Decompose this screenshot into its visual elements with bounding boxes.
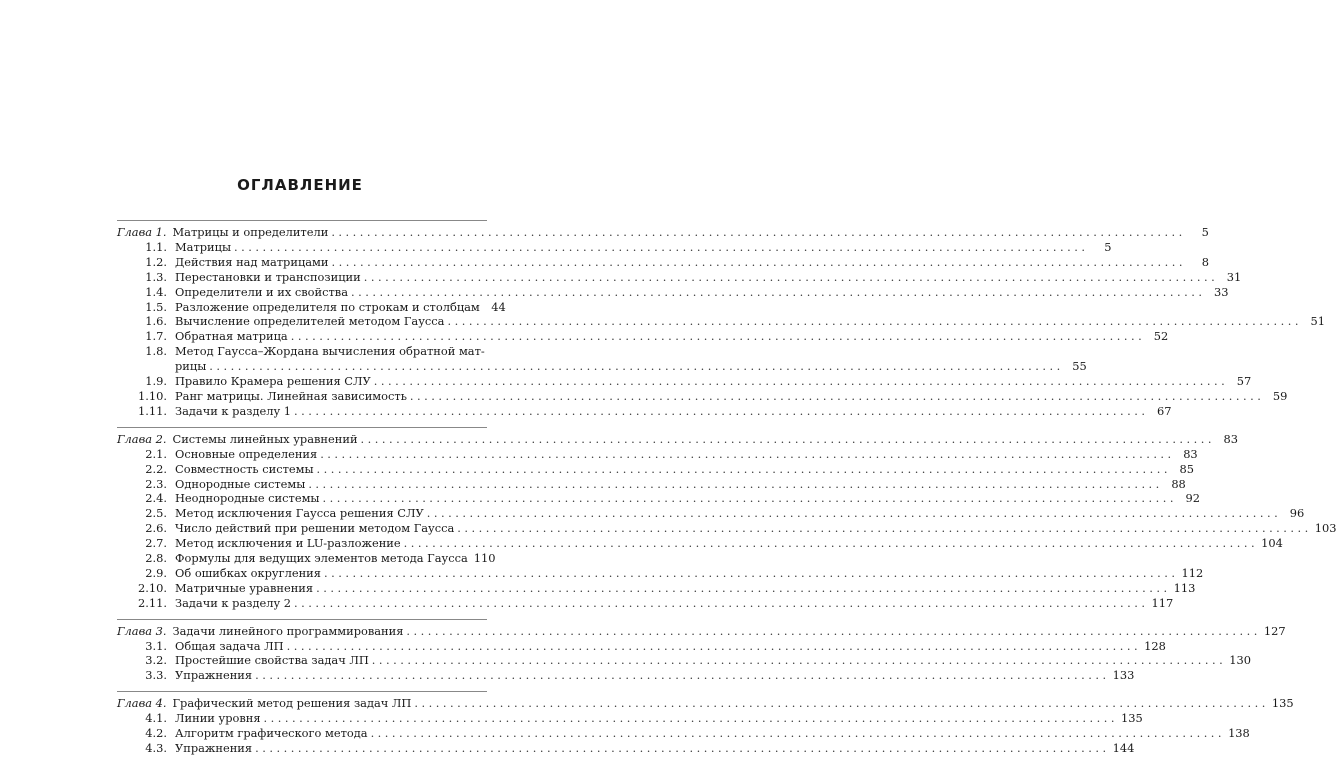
chapter-heading: [117, 624, 403, 639]
section-heading: [129, 726, 368, 741]
section-page-number: 83: [1183, 446, 1198, 461]
section-page-number: 133: [1112, 668, 1135, 683]
section-number: 1.1.: [145, 239, 167, 254]
section-page-number: 55: [1072, 359, 1087, 374]
section-page-number: 31: [1226, 269, 1242, 284]
section-number: 1.5.: [145, 299, 167, 314]
section-page-number: 144: [1112, 741, 1135, 755]
section-entry[interactable]: [117, 580, 1196, 596]
section-number: 4.1.: [145, 711, 167, 726]
section-entry[interactable]: [117, 254, 1210, 270]
section-title: Вычисление определителей методом Гаусса: [175, 314, 445, 329]
section-page-number: 96: [1289, 506, 1305, 521]
section-number: 3.3.: [145, 668, 167, 683]
section-heading: [129, 447, 317, 462]
section-number: 1.2.: [145, 254, 167, 269]
section-entry[interactable]: [117, 239, 1112, 255]
section-entry[interactable]: [117, 551, 496, 566]
section-entry[interactable]: [117, 536, 1283, 551]
dot-leader: ........................................................................................................................: [409, 388, 1265, 403]
section-entry[interactable]: [117, 269, 1242, 285]
section-number: 3.2.: [145, 653, 167, 668]
section-page-number: 33: [1214, 284, 1229, 299]
dot-leader: ........................................................................................................................: [447, 314, 1302, 329]
section-number: 1.3.: [145, 269, 167, 284]
section-number: 2.8.: [145, 551, 167, 566]
section-title: Определители и их свойства: [175, 284, 349, 299]
dot-leader: ........................................................................................................................: [263, 711, 1119, 726]
section-number: 2.1.: [145, 446, 167, 461]
section-heading: [129, 639, 284, 654]
dot-leader: ........................................................................................................................: [294, 595, 1149, 610]
chapter-block: [117, 427, 1337, 611]
chapter-number: Глава 2.: [117, 431, 167, 446]
dot-leader: ........................................................................................................................: [308, 476, 1163, 491]
section-heading: [129, 596, 291, 611]
section-page-number: 130: [1229, 653, 1252, 668]
section-entry[interactable]: [117, 476, 1186, 492]
section-title: Формулы для ведущих элементов метода Гаусса: [175, 551, 468, 566]
section-number: 2.4.: [145, 491, 167, 506]
section-page-number: 85: [1179, 461, 1195, 476]
section-title: Общая задача ЛП: [175, 638, 284, 653]
chapter-heading: [117, 696, 411, 711]
section-title: Задачи к разделу 1: [175, 403, 292, 418]
section-entry[interactable]: [117, 329, 1169, 344]
section-entry[interactable]: [117, 741, 1135, 756]
dot-leader: ........................................................................................................................: [403, 536, 1259, 551]
dot-leader: ........................................................................................................................: [234, 239, 1089, 254]
dot-leader: ........................................................................................................................: [316, 461, 1172, 476]
section-entry[interactable]: [117, 565, 1204, 581]
dot-leader: ........................................................................................................................: [331, 254, 1187, 269]
dot-leader: ........................................................................................................................: [363, 269, 1219, 284]
section-entry[interactable]: [117, 403, 1172, 419]
section-heading: [129, 300, 480, 315]
section-title: Простейшие свойства задач ЛП: [175, 653, 369, 668]
section-entry[interactable]: [117, 491, 1200, 506]
section-page-number: 117: [1151, 595, 1174, 610]
section-title: Разложение определителя по строкам и столбцам: [175, 299, 480, 314]
section-page-number: 44: [491, 299, 506, 314]
section-entry[interactable]: [117, 521, 1337, 536]
section-heading: [129, 506, 424, 521]
chapter-page-number: 127: [1263, 623, 1286, 638]
section-page-number: 51: [1310, 314, 1325, 329]
dot-leader: ........................................................................................................................: [406, 623, 1261, 638]
section-title: Перестановки и транспозиции: [175, 269, 361, 284]
section-page-number: 104: [1261, 536, 1283, 551]
section-heading: [129, 314, 444, 329]
section-heading: [129, 741, 252, 756]
section-title: Основные определения: [175, 446, 318, 461]
chapter-number: Глава 1.: [117, 225, 167, 239]
dot-leader: ........................................................................................................................: [255, 741, 1110, 755]
section-title: Матричные уравнения: [175, 580, 314, 595]
section-page-number: 52: [1153, 329, 1169, 344]
chapter-page-number: 5: [1201, 225, 1209, 239]
section-entry[interactable]: [117, 299, 506, 315]
section-heading: [129, 270, 361, 285]
section-number: 2.6.: [145, 521, 167, 536]
section-heading: [129, 653, 369, 668]
section-heading: [129, 491, 320, 506]
section-entry[interactable]: [117, 595, 1174, 611]
section-title: Совместность системы: [175, 461, 314, 476]
section-title-continuation: рицы: [175, 359, 207, 374]
section-title: Однородные системы: [175, 476, 306, 491]
dot-leader: ........................................................................................................................: [426, 506, 1282, 521]
section-title: Метод исключения Гаусса решения СЛУ: [175, 506, 424, 521]
section-number: 1.7.: [145, 329, 167, 344]
section-number: 1.11.: [138, 403, 167, 418]
section-page-number: 92: [1185, 491, 1200, 506]
section-page-number: 88: [1171, 476, 1186, 491]
chapter-block: [117, 619, 1286, 684]
dot-leader: ........................................................................................................................: [370, 726, 1226, 741]
section-heading: [129, 711, 261, 726]
section-title: Неоднородные системы: [175, 491, 320, 506]
chapter-title: Задачи линейного программирования: [172, 623, 404, 638]
chapter-entry[interactable]: [117, 431, 1239, 447]
section-number: 2.3.: [145, 476, 167, 491]
section-page-number: 138: [1228, 726, 1250, 741]
section-heading: [129, 240, 231, 255]
chapter-number: Глава 3.: [117, 623, 167, 638]
section-entry[interactable]: [117, 668, 1135, 683]
page-title: ОГЛАВЛЕНИЕ: [237, 176, 363, 194]
section-entry[interactable]: [117, 446, 1198, 462]
section-heading: [129, 566, 321, 581]
section-page-number: 110: [473, 551, 496, 566]
section-number: 4.3.: [145, 741, 167, 755]
dot-leader: ........................................................................................................................: [373, 374, 1229, 389]
section-entry[interactable]: [117, 344, 487, 359]
chapter-title: Системы линейных уравнений: [172, 431, 358, 446]
section-title: Задачи к разделу 2: [175, 595, 292, 610]
chapter-heading: [117, 225, 328, 240]
chapter-entry[interactable]: [117, 696, 1294, 711]
section-title: Линии уровня: [175, 711, 261, 726]
section-number: 1.9.: [145, 374, 167, 389]
section-number: 2.2.: [145, 461, 167, 476]
chapter-divider: [117, 427, 487, 428]
section-entry-continuation[interactable]: [117, 359, 1087, 374]
section-title: Метод Гаусса–Жордана вычисления обратной мат-: [175, 344, 485, 359]
section-entry[interactable]: [117, 284, 1229, 300]
dot-leader: ........................................................................................................................: [371, 653, 1227, 668]
section-heading: [129, 404, 291, 419]
section-title: Матрицы: [175, 239, 232, 254]
dot-leader: ........................................................................................................................: [322, 491, 1177, 506]
section-page-number: 112: [1181, 565, 1204, 580]
chapter-number: Глава 4.: [117, 696, 167, 711]
section-heading: [129, 344, 485, 359]
section-heading: [129, 329, 288, 344]
chapter-title: Графический метод решения задач ЛП: [172, 696, 412, 711]
section-heading: [129, 285, 348, 300]
section-title: Ранг матрицы. Линейная зависимость: [175, 388, 407, 403]
dot-leader: ........................................................................................................................: [294, 403, 1149, 418]
section-number: 2.10.: [138, 580, 167, 595]
section-title: Упражнения: [175, 668, 253, 683]
section-heading: [129, 255, 329, 270]
dot-leader: ........................................................................................................................: [414, 696, 1269, 711]
section-title: Обратная матрица: [175, 329, 288, 344]
section-entry[interactable]: [117, 374, 1252, 389]
section-entry[interactable]: [117, 653, 1252, 668]
section-number: 4.2.: [145, 726, 167, 741]
section-number: 1.4.: [145, 284, 167, 299]
chapter-heading: [117, 432, 358, 447]
section-heading: [129, 389, 407, 404]
dot-leader: ........................................................................................................................: [323, 565, 1179, 580]
chapter-page-number: 83: [1223, 431, 1239, 446]
section-entry[interactable]: [117, 506, 1305, 521]
section-number: 1.6.: [145, 314, 167, 329]
section-title: Действия над матрицами: [175, 254, 329, 269]
section-page-number: 57: [1236, 374, 1252, 389]
section-heading: [129, 536, 401, 551]
section-page-number: 59: [1272, 388, 1288, 403]
chapter-divider: [117, 220, 487, 221]
section-heading: [129, 462, 314, 477]
section-heading: [129, 521, 454, 536]
dot-leader: ........................................................................................................................: [331, 225, 1186, 239]
section-entry[interactable]: [117, 461, 1195, 477]
chapter-page-number: 135: [1271, 696, 1294, 711]
section-number: 2.5.: [145, 506, 167, 521]
section-entry[interactable]: [117, 711, 1143, 726]
section-number: 1.8.: [145, 344, 167, 359]
chapter-divider: [117, 691, 487, 692]
section-title: Упражнения: [175, 741, 253, 755]
chapter-title: Матрицы и определители: [172, 225, 329, 239]
section-number: 2.9.: [145, 565, 167, 580]
section-page-number: 8: [1201, 254, 1210, 269]
section-title: Алгоритм графического метода: [175, 726, 368, 741]
section-page-number: 128: [1144, 638, 1166, 653]
table-of-contents: [117, 220, 1337, 764]
section-number: 2.7.: [145, 536, 167, 551]
section-entry[interactable]: [117, 314, 1325, 329]
section-page-number: 67: [1157, 403, 1172, 418]
section-page-number: 103: [1314, 521, 1337, 536]
section-heading: [129, 477, 305, 492]
dot-leader: ........................................................................................................................: [286, 638, 1142, 653]
section-entry[interactable]: [117, 388, 1288, 404]
section-heading: [129, 374, 371, 389]
section-page-number: 135: [1121, 711, 1143, 726]
chapter-block: [117, 220, 1325, 419]
chapter-entry[interactable]: [117, 225, 1209, 240]
section-heading: [129, 551, 468, 566]
section-entry[interactable]: [117, 726, 1250, 741]
section-number: 1.10.: [138, 388, 167, 403]
dot-leader: ........................................................................................................................: [351, 284, 1206, 299]
section-title: Об ошибках округления: [175, 565, 321, 580]
chapter-entry[interactable]: [117, 623, 1286, 639]
section-heading: [129, 581, 313, 596]
section-number: 3.1.: [145, 638, 167, 653]
dot-leader: ........................................................................................................................: [209, 359, 1064, 374]
section-page-number: 5: [1104, 239, 1112, 254]
dot-leader: ........................................................................................................................: [457, 521, 1312, 536]
dot-leader: ........................................................................................................................: [316, 580, 1171, 595]
section-number: 2.11.: [138, 595, 167, 610]
chapter-block: [117, 691, 1294, 756]
section-title: Число действий при решении методом Гаусса: [175, 521, 455, 536]
section-page-number: 113: [1173, 580, 1196, 595]
section-title: Метод исключения и LU-разложение: [175, 536, 401, 551]
dot-leader: ........................................................................................................................: [290, 329, 1146, 344]
section-title: Правило Крамера решения СЛУ: [175, 374, 371, 389]
dot-leader: ........................................................................................................................: [320, 446, 1175, 461]
chapter-divider: [117, 619, 487, 620]
section-heading: [129, 668, 252, 683]
dot-leader: ........................................................................................................................: [360, 431, 1216, 446]
section-entry[interactable]: [117, 638, 1166, 654]
dot-leader: ........................................................................................................................: [255, 668, 1110, 683]
